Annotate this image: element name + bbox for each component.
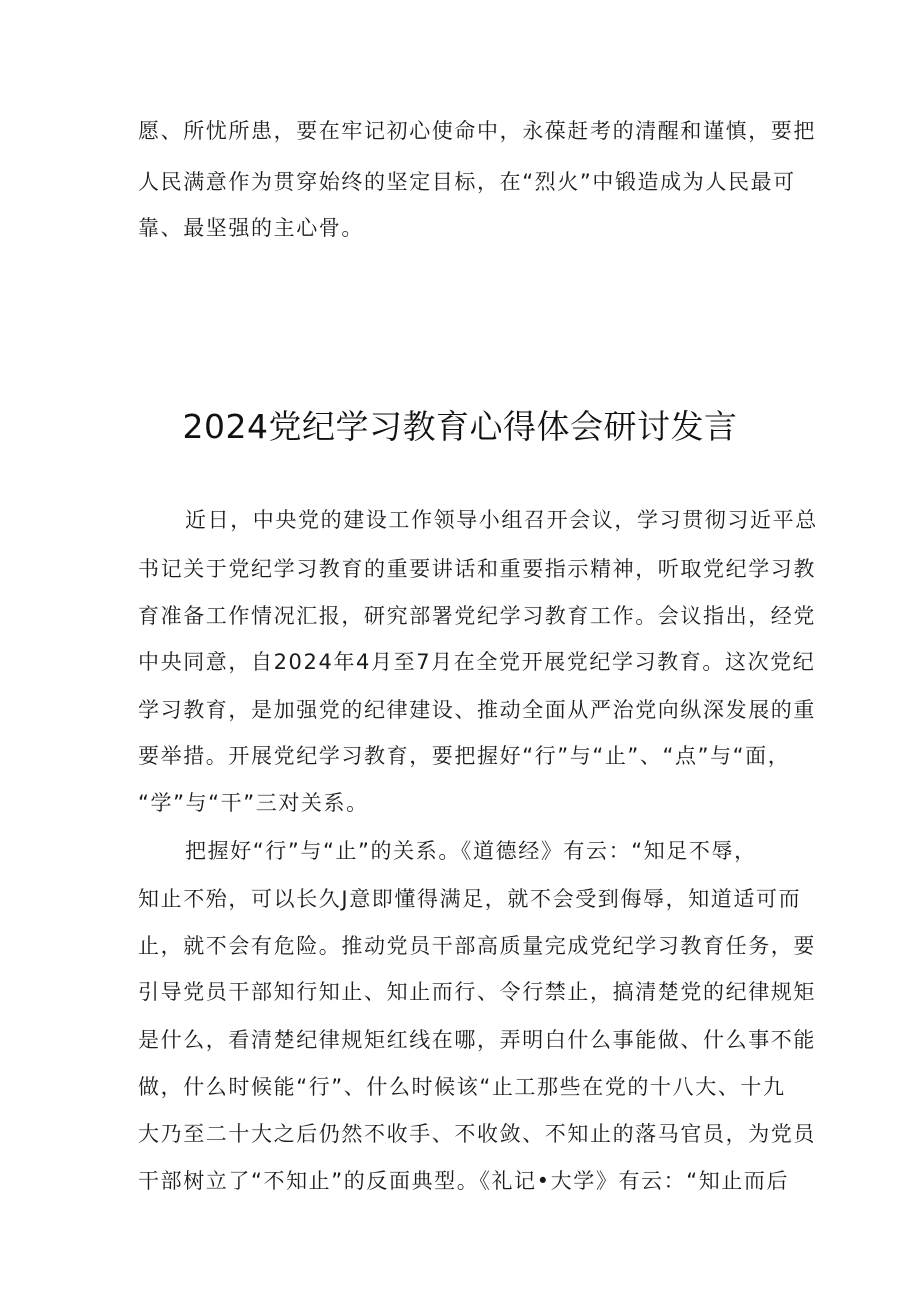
paragraph-line: 要举措。开展党纪学习教育，要把握好“行”与“止”、“点”与“面， bbox=[138, 744, 791, 768]
paragraph-line: 大乃至二十大之后仍然不收手、不收敛、不知止的落马官员，为党员 bbox=[138, 1122, 816, 1146]
paragraph-line: 育准备工作情况汇报，研究部署党纪学习教育工作。会议指出，经党 bbox=[138, 604, 816, 628]
paragraph-line: 近日，中央党的建设工作领导小组召开会议，学习贯彻习近平总 bbox=[185, 508, 818, 532]
paragraph-line: 知止不殆，可以长久J意即懂得满足，就不会受到侮辱，知道适可而 bbox=[138, 887, 802, 911]
paragraph-line: 是什么，看清楚纪律规矩红线在哪，弄明白什么事能做、什么事不能 bbox=[138, 1028, 816, 1052]
paragraph-line: 中央同意，自2024年4月至7月在全党开展党纪学习教育。这次党纪 bbox=[138, 650, 816, 674]
paragraph-line: 书记关于党纪学习教育的重要讲话和重要指示精神，听取党纪学习教 bbox=[138, 557, 816, 581]
paragraph-line: 学习教育，是加强党的纪律建设、推动全面从严治党向纵深发展的重 bbox=[138, 698, 816, 722]
paragraph-line: 止，就不会有危险。推动党员干部高质量完成党纪学习教育任务，要 bbox=[138, 934, 816, 958]
paragraph-line: “学”与“干”三对关系。 bbox=[138, 791, 369, 815]
paragraph-line: 人民满意作为贯穿始终的坚定目标，在“烈火”中锻造成为人民最可 bbox=[138, 170, 796, 194]
paragraph-line: 靠、最坚强的主心骨。 bbox=[138, 216, 364, 240]
document-title: 2024党纪学习教育心得体会研讨发言 bbox=[182, 407, 738, 446]
paragraph-line: 引导党员干部知行知止、知止而行、令行禁止，搞清楚党的纪律规矩 bbox=[138, 980, 816, 1004]
paragraph-line: 做，什么时候能“行”、什么时候该“止工那些在党的十八大、十九 bbox=[138, 1075, 786, 1099]
paragraph-line: 把握好“行”与“止”的关系。《道德经》有云：“知足不辱， bbox=[185, 839, 757, 863]
paragraph-line: 干部树立了“不知止”的反面典型。《礼记•大学》有云：“知止而后 bbox=[138, 1169, 790, 1193]
paragraph-line: 愿、所忧所患，要在牢记初心使命中，永葆赶考的清醒和谨慎，要把 bbox=[138, 119, 816, 143]
